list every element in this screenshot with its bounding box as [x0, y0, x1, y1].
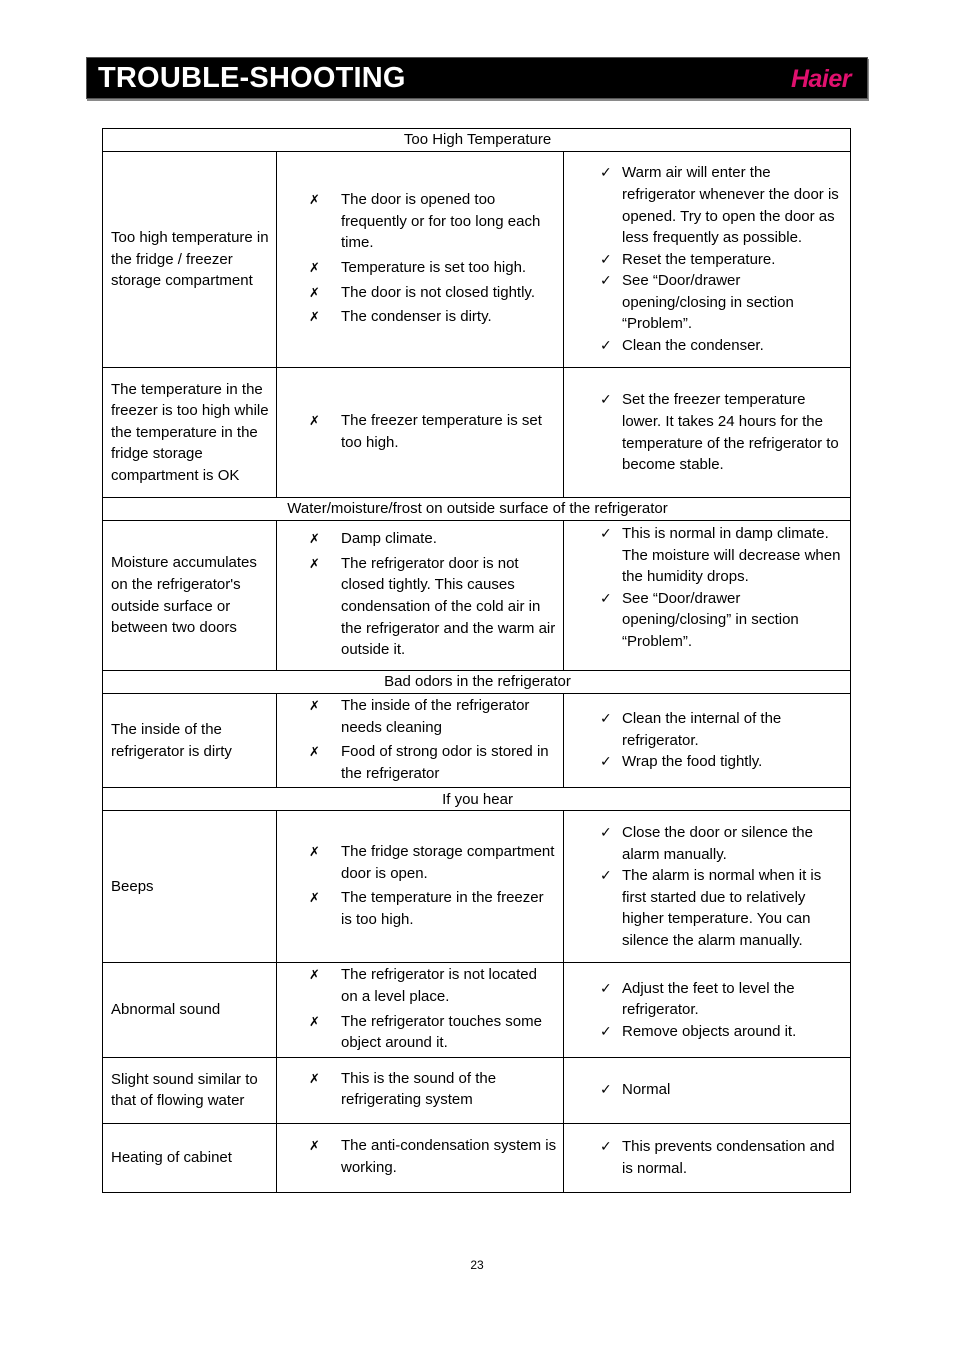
- cause-item: ✗ Food of strong odor is stored in the refrigerator: [309, 743, 549, 782]
- solution-item: ✓ Reset the temperature.: [572, 249, 844, 271]
- check-mark-icon: ✓: [600, 979, 612, 996]
- cause-item: ✗ The inside of the refrigerator needs cleaning: [309, 697, 530, 736]
- problem-cell: Abnormal sound: [103, 963, 277, 1057]
- brand-logo: Haier: [790, 65, 851, 93]
- solution-item: ✓ Close the door or silence the alarm manually.: [600, 824, 813, 863]
- cross-mark-icon: ✗: [309, 412, 320, 428]
- cause-item: ✗ The refrigerator is not located on a level place.: [309, 966, 537, 1005]
- section-title: Bad odors in the refrigerator: [103, 671, 851, 694]
- solution-item: ✓ Remove objects around it.: [572, 1021, 844, 1043]
- cause-item: ✗ The freezer temperature is set too high.: [309, 411, 542, 451]
- section-header-row: [103, 788, 851, 811]
- cross-mark-icon: ✗: [309, 1138, 320, 1154]
- section-title: Too High Temperature: [103, 129, 851, 152]
- problem-cell: Beeps: [103, 811, 277, 963]
- check-mark-icon: ✓: [600, 164, 612, 181]
- cause-item: ✗ This is the sound of the refrigerating system: [309, 1069, 497, 1109]
- solution-item: ✓ Wrap the food tightly.: [572, 751, 844, 773]
- causes-cell: [277, 694, 564, 788]
- solution-item: ✓ This prevents condensation and is normal.: [600, 1138, 835, 1177]
- solutions-cell: [564, 694, 851, 788]
- cross-mark-icon: ✗: [309, 967, 320, 983]
- solutions-cell: [564, 368, 851, 498]
- check-mark-icon: ✓: [600, 337, 612, 354]
- cause-item: ✗ The door is opened too frequently or for too long each time.: [309, 191, 541, 252]
- table-row: [103, 521, 851, 671]
- section-header-row: [103, 129, 851, 152]
- section-title: Water/moisture/frost on outside surface of the refrigerator: [103, 498, 851, 521]
- cross-mark-icon: ✗: [309, 744, 320, 760]
- cause-item: ✗ Temperature is set too high.: [285, 257, 557, 279]
- check-mark-icon: ✓: [600, 272, 612, 289]
- cross-mark-icon: ✗: [309, 260, 320, 275]
- solutions-cell: [564, 521, 851, 671]
- cause-item: ✗ The temperature in the freezer is too high.: [309, 889, 544, 928]
- check-mark-icon: ✓: [600, 824, 612, 841]
- table-row: [103, 694, 851, 788]
- check-mark-icon: ✓: [600, 589, 612, 606]
- section-header-row: [103, 498, 851, 521]
- cross-mark-icon: ✗: [309, 531, 320, 547]
- cross-mark-icon: ✗: [309, 284, 320, 300]
- problem-cell: Heating of cabinet: [103, 1123, 277, 1192]
- solution-item: ✓ This is normal in damp climate. The moisture will decrease when the humidity drops.: [600, 525, 841, 586]
- cross-mark-icon: ✗: [309, 1013, 320, 1029]
- problem-cell: The temperature in the freezer is too high while the temperature in the fridge storage compartment is OK: [103, 368, 277, 498]
- solution-item: ✓ Warm air will enter the refrigerator whenever the door is opened. Try to open the door as less frequently as possible.: [600, 164, 839, 247]
- cause-item: ✗ The refrigerator touches some object around it.: [309, 1012, 542, 1052]
- solutions-cell: [564, 152, 851, 368]
- cause-item: ✗ The condenser is dirty.: [285, 306, 557, 328]
- check-mark-icon: ✓: [600, 391, 612, 408]
- solution-item: ✓ The alarm is normal when it is first started due to relatively higher temperature. You can silence the alarm manually.: [600, 867, 822, 950]
- cross-mark-icon: ✗: [309, 555, 320, 571]
- troubleshooting-table: [102, 128, 851, 1193]
- check-mark-icon: ✓: [600, 525, 612, 541]
- problem-cell: The inside of the refrigerator is dirty: [103, 694, 277, 788]
- section-header-row: [103, 671, 851, 694]
- table-row: [103, 811, 851, 963]
- solutions-cell: [564, 1123, 851, 1192]
- causes-cell: [277, 368, 564, 498]
- check-mark-icon: ✓: [600, 867, 612, 884]
- check-mark-icon: ✓: [600, 250, 612, 267]
- causes-cell: [277, 1057, 564, 1123]
- header-bar: [86, 57, 868, 99]
- cross-mark-icon: ✗: [309, 192, 320, 208]
- causes-cell: [277, 1123, 564, 1192]
- table-row: [103, 152, 851, 368]
- cross-mark-icon: ✗: [309, 309, 320, 325]
- causes-cell: [277, 521, 564, 671]
- table-row: [103, 1057, 851, 1123]
- check-mark-icon: ✓: [600, 1138, 612, 1155]
- causes-cell: [277, 811, 564, 963]
- cause-item: ✗ The anti-condensation system is working.: [309, 1137, 557, 1176]
- table-row: [103, 963, 851, 1057]
- cause-item: ✗ The refrigerator door is not closed tightly. This causes condensation of the cold air in the refrigerator and the warm air outside it.: [309, 554, 556, 659]
- solutions-cell: [564, 963, 851, 1057]
- check-mark-icon: ✓: [600, 1022, 612, 1039]
- solution-item: ✓ Adjust the feet to level the refrigerator.: [600, 979, 795, 1019]
- solution-item: ✓ See “Door/drawer opening/closing” in section “Problem”.: [600, 589, 799, 650]
- check-mark-icon: ✓: [600, 753, 612, 770]
- check-mark-icon: ✓: [600, 710, 612, 727]
- solution-item: ✓ Set the freezer temperature lower. It takes 24 hours for the temperature of the refrigerator to become stable.: [600, 391, 839, 474]
- cross-mark-icon: ✗: [309, 844, 320, 860]
- solutions-cell: [564, 1057, 851, 1123]
- section-title: If you hear: [103, 788, 851, 811]
- solution-item: ✓ Clean the internal of the refrigerator.: [600, 710, 782, 749]
- page-title: TROUBLE-SHOOTING: [98, 62, 406, 94]
- cross-mark-icon: ✗: [309, 698, 320, 713]
- solution-item: ✓ Normal: [572, 1079, 844, 1101]
- page-number: 23: [470, 1258, 484, 1272]
- table-row: [103, 368, 851, 498]
- problem-cell: Moisture accumulates on the refrigerator's outside surface or between two doors: [103, 521, 277, 671]
- solution-item: ✓ Clean the condenser.: [572, 335, 844, 357]
- table-row: [103, 1123, 851, 1192]
- check-mark-icon: ✓: [600, 1081, 612, 1098]
- solution-item: ✓ See “Door/drawer opening/closing in section “Problem”.: [600, 272, 794, 333]
- cross-mark-icon: ✗: [309, 890, 320, 906]
- problem-cell: Slight sound similar to that of flowing water: [103, 1057, 277, 1123]
- cause-item: ✗ The door is not closed tightly.: [285, 282, 557, 304]
- causes-cell: [277, 152, 564, 368]
- cause-item: ✗ Damp climate.: [285, 528, 557, 550]
- cause-item: ✗ The fridge storage compartment door is open.: [309, 843, 555, 882]
- problem-cell: Too high temperature in the fridge / freezer storage compartment: [103, 152, 277, 368]
- causes-cell: [277, 963, 564, 1057]
- cross-mark-icon: ✗: [309, 1070, 320, 1086]
- solutions-cell: [564, 811, 851, 963]
